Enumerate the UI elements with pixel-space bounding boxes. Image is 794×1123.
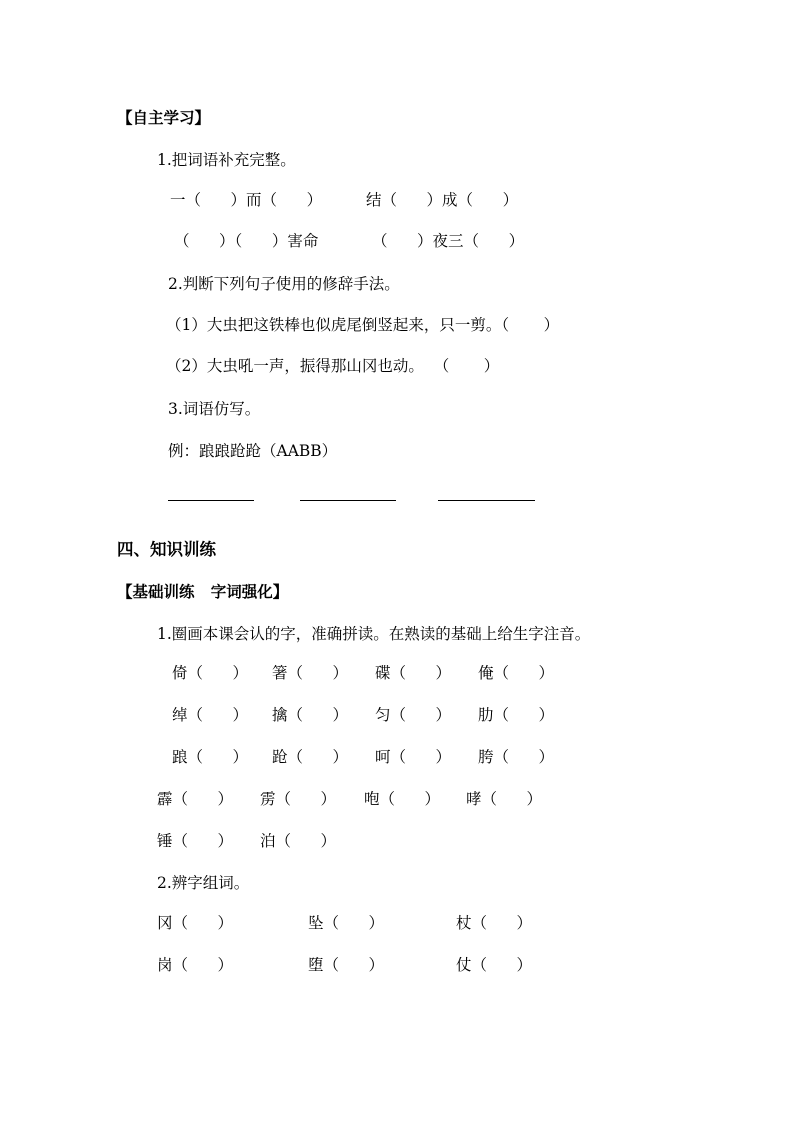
answer-blank[interactable] (300, 500, 396, 501)
char-item: 匀（ ） (375, 706, 452, 724)
char-item: 哮（ ） (466, 790, 543, 808)
word-group-item: 杖（ ） (456, 914, 533, 932)
char-item: 俺（ ） (478, 664, 555, 682)
char-item: 雳（ ） (260, 790, 337, 808)
question-2-title: 2.辨字组词。 (157, 874, 250, 892)
section-title: 四、知识训练 (117, 540, 216, 559)
fill-blank-item: （ ）（ ）害命 (174, 232, 319, 250)
example-text: 例：踉踉跄跄（AABB） (168, 442, 338, 460)
section-header-self-study: 【自主学习】 (117, 109, 211, 127)
char-item: 肋（ ） (478, 706, 555, 724)
char-item: 胯（ ） (478, 748, 555, 766)
question-1-title: 1.把词语补充完整。 (157, 151, 296, 169)
char-item: 倚（ ） (172, 664, 249, 682)
fill-blank-item: 一（ ）而（ ） (170, 191, 323, 209)
char-item: 擒（ ） (272, 706, 349, 724)
word-group-item: 岗（ ） (157, 956, 234, 974)
char-item: 锤（ ） (157, 832, 234, 850)
rhetoric-item: （1）大虫把这铁棒也似虎尾倒竖起来，只一剪。（ ） (166, 316, 560, 334)
question-3-title: 3.词语仿写。 (168, 400, 261, 418)
answer-blank[interactable] (438, 500, 535, 501)
char-item: 霹（ ） (157, 790, 234, 808)
char-item: 箸（ ） (272, 664, 349, 682)
char-item: 绰（ ） (172, 706, 249, 724)
question-1-title: 1.圈画本课会认的字，准确拼读。在熟读的基础上给生字注音。 (157, 625, 591, 643)
word-group-item: 堕（ ） (308, 956, 385, 974)
rhetoric-item: （2）大虫吼一声，振得那山冈也动。 （ ） (166, 357, 500, 375)
char-item: 咆（ ） (364, 790, 441, 808)
word-group-item: 仗（ ） (456, 956, 533, 974)
question-2-title: 2.判断下列句子使用的修辞手法。 (168, 275, 400, 293)
word-group-item: 坠（ ） (308, 914, 385, 932)
fill-blank-item: 结（ ）成（ ） (366, 191, 519, 209)
section-subheader: 【基础训练 字词强化】 (117, 583, 289, 601)
char-item: 踉（ ） (172, 748, 249, 766)
char-item: 跄（ ） (272, 748, 349, 766)
char-item: 碟（ ） (375, 664, 452, 682)
answer-blank[interactable] (168, 500, 254, 501)
char-item: 泊（ ） (260, 832, 337, 850)
word-group-item: 冈（ ） (157, 914, 234, 932)
char-item: 呵（ ） (375, 748, 452, 766)
fill-blank-item: （ ）夜三（ ） (372, 232, 525, 250)
